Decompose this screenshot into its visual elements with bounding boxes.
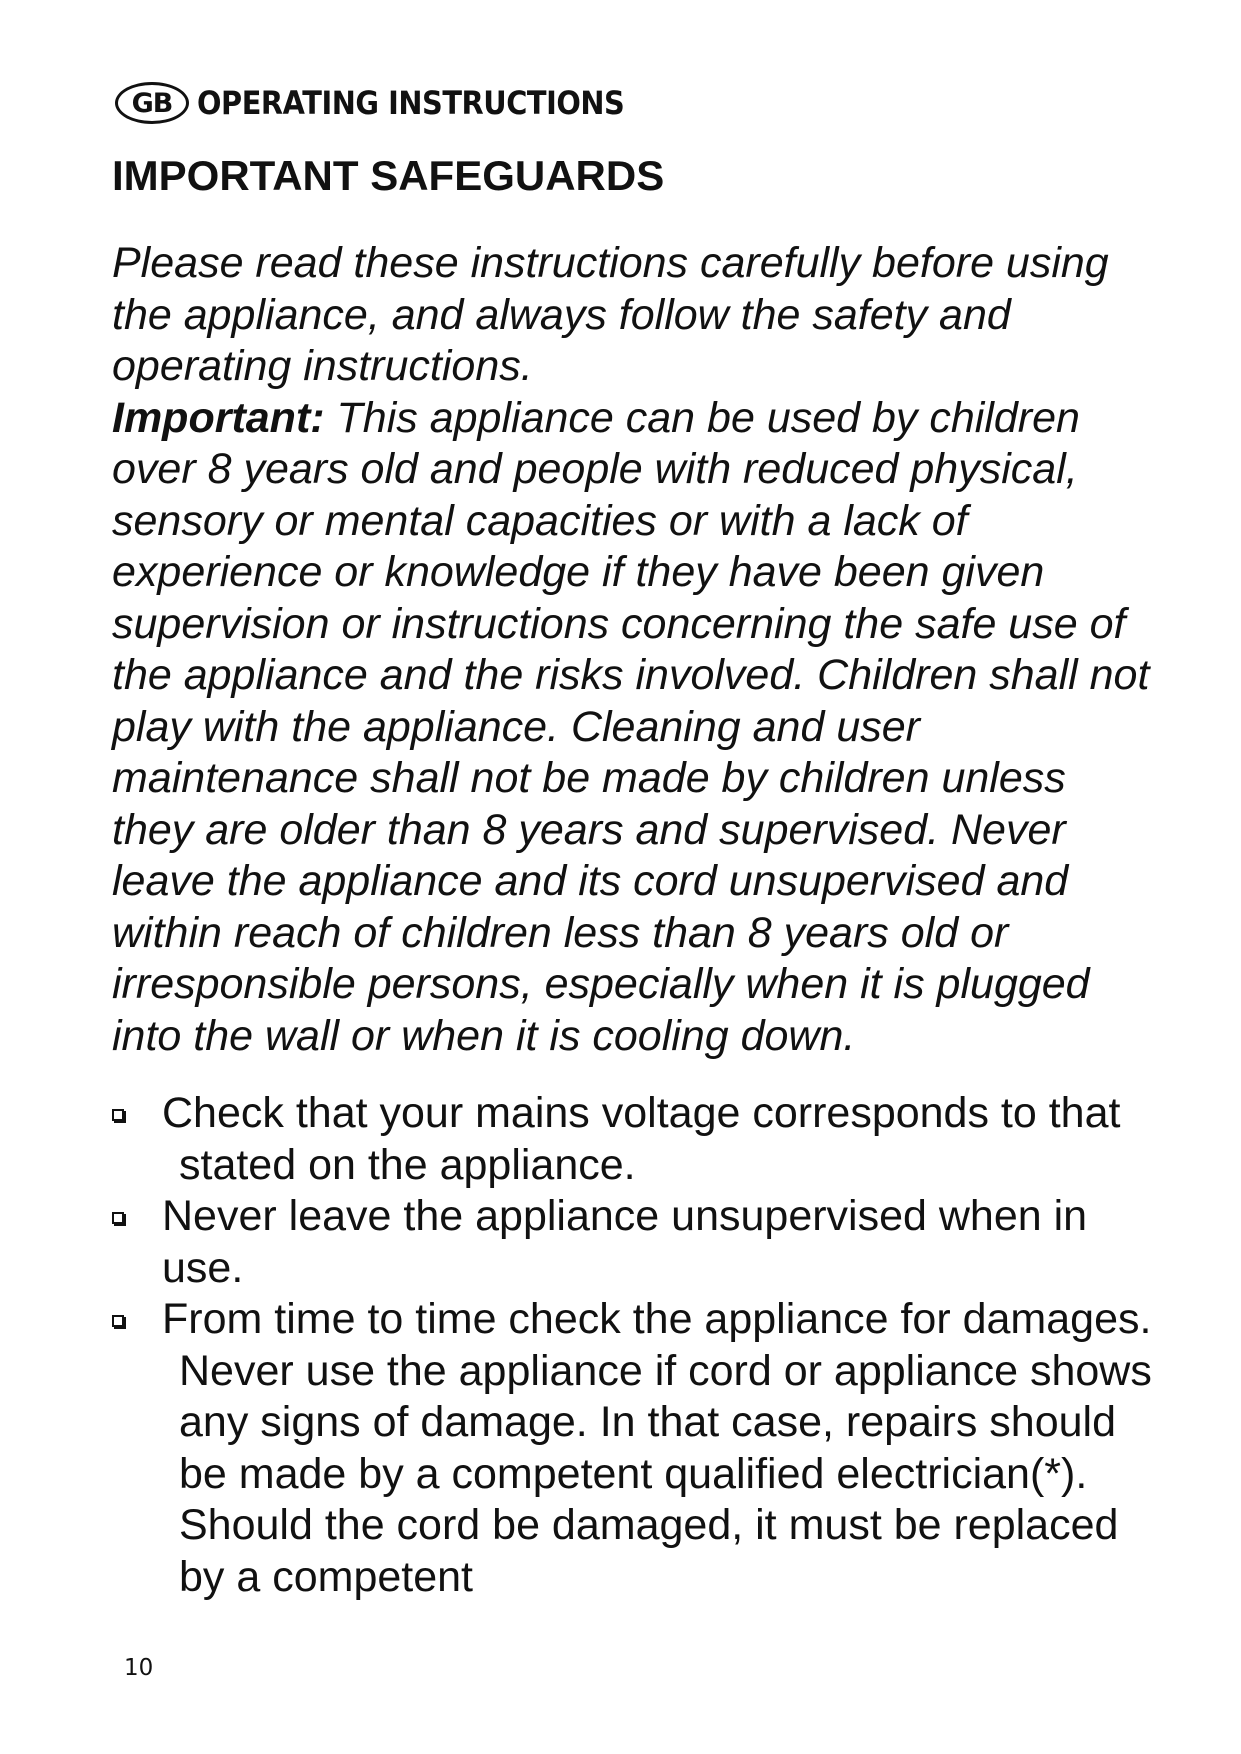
checkbox-bullet-icon xyxy=(112,1109,124,1121)
checkbox-bullet-icon xyxy=(112,1315,124,1327)
important-label: Important: xyxy=(112,393,325,442)
section-title: IMPORTANT SAFEGUARDS xyxy=(112,152,665,199)
important-paragraph xyxy=(112,393,1152,1063)
list-item xyxy=(112,1191,1152,1294)
country-badge: GB xyxy=(115,82,189,124)
list-item xyxy=(112,1088,1152,1191)
intro-paragraph: Please read these instructions carefully before using the appliance, and always follow the safety and operating instructions. xyxy=(112,239,1109,390)
page-number: 10 xyxy=(124,1655,154,1681)
safeguard-list xyxy=(112,1088,1152,1603)
header-title: OPERATING INSTRUCTIONS xyxy=(197,84,625,122)
checkbox-bullet-icon xyxy=(112,1212,124,1224)
list-item-text: Check that your mains voltage corresponds to that stated on the appliance. xyxy=(162,1089,1121,1189)
list-item-text: Never leave the appliance unsupervised when in use. xyxy=(162,1192,1088,1292)
intro-block xyxy=(112,238,1152,1062)
list-item xyxy=(112,1294,1152,1603)
important-text: This appliance can be used by children over 8 years old and people with reduced physical, sensory or mental capacities or with a lack of experience or knowledge if they have been given supervision or instructions concerning the safe use of the appliance and the risks involved. Children shall not play with the appliance. Cleaning and user maintenance shall not be made by children unless they are older than 8 years and supervised. Never leave the appliance and its cord unsupervised and within reach of children less than 8 years old or irresponsible persons, especially when it is plugged into the wall or when it is cooling down. xyxy=(112,393,1150,1060)
page-header xyxy=(115,82,672,124)
list-item-text: From time to time check the appliance for damages. Never use the appliance if cord or appliance shows any signs of damage. In that case, repairs should be made by a competent qualified electrician(*). Should the cord be damaged, it must be replaced by a competent xyxy=(162,1295,1152,1601)
